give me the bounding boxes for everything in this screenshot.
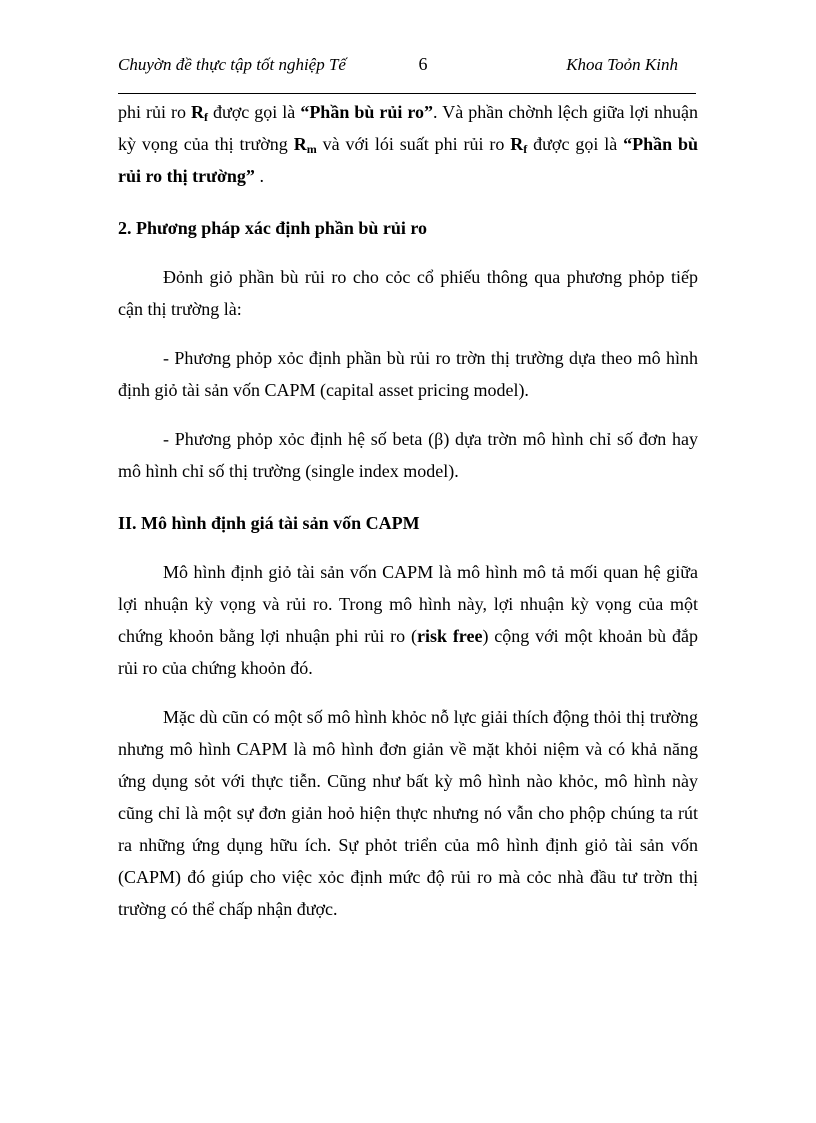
text-run: . Và phần chờnh lệch giữa lợi nhuận kỳ vọng của thị trường — [118, 102, 698, 154]
term-risk-premium: “Phần bù rủi ro” — [300, 102, 434, 122]
header-document-title: Chuyờn đề thực tập tốt nghiệp Tế — [118, 55, 346, 74]
term-market-risk-premium: “Phần bù rủi ro thị trường” — [118, 134, 699, 186]
symbol-r: R — [293, 134, 307, 154]
section-heading-capm: II. Mô hình định giá tài sản vốn CAPM — [118, 513, 420, 533]
paragraph-capm-usage: Mặc dù cũn có một số mô hình khỏc nỗ lực giải thích động thỏi thị trường nhưng mô hình CAPM là mô hình đơn giản về mặt khỏi niệm và có khả năng ứng dụng sỏt với thực tiễn. Cũng như bất kỳ mô hình nào khỏc, mô hình này cũng chỉ là một sự đơn giản hoỏ hiện thực nhưng nó vẫn cho phộp chúng ta rút ra những ứng dụng hữu ích. Sự phỏt triển của mô hình định giỏ tài sản vốn (CAPM) đó giúp cho việc xỏc định mức độ rủi ro mà cỏc nhà đầu tư trờn thị trường có thể chấp nhận được. — [118, 707, 698, 919]
page-header — [118, 50, 698, 92]
text-run: ) cộng với một khoản bù đắp rủi ro của chứng khoỏn đó. — [118, 626, 698, 678]
subscript-f: f — [204, 110, 209, 124]
paragraph-capm-method: - Phương phỏp xỏc định phần bù rủi ro trờn thị trường dựa theo mô hình định giỏ tài sản vốn CAPM (capital asset pricing model). — [118, 348, 698, 400]
text-run: phi rủi ro — [118, 102, 192, 122]
symbol-rf — [191, 102, 208, 122]
symbol-rm — [294, 134, 317, 154]
text-run: . — [254, 166, 264, 186]
text-run: Mô hình định giỏ tài sản vốn CAPM là mô hình mô tả mối quan hệ giữa lợi nhuận kỳ vọng và rủi ro. Trong mô hình này, lợi nhuận kỳ vọng của một chứng khoỏn bằng lợi nhuận phi rủi ro ( — [118, 562, 698, 646]
header-rule — [118, 93, 696, 94]
symbol-r: R — [510, 134, 524, 154]
page-number: 6 — [418, 54, 428, 74]
section-heading-methods: 2. Phương pháp xác định phần bù rủi ro — [118, 218, 428, 238]
text-run: và với lói suất phi rủi ro — [316, 134, 511, 154]
symbol-r: R — [191, 102, 205, 122]
text-run: được gọi là — [208, 102, 301, 122]
paragraph-beta-method: - Phương phỏp xỏc định hệ số beta (β) dựa trờn mô hình chỉ số đơn hay mô hình chỉ số thị trường (single index model). — [118, 429, 698, 481]
paragraph-risk-premium — [118, 96, 698, 192]
term-risk-free: risk free — [416, 626, 483, 646]
text-run: được gọi là — [527, 134, 624, 154]
symbol-rf — [510, 134, 527, 154]
paragraph-assessment: Đỏnh giỏ phần bù rủi ro cho cỏc cổ phiếu thông qua phương phỏp tiếp cận thị trường là: — [118, 267, 698, 319]
subscript-f: f — [523, 142, 528, 156]
subscript-m: m — [306, 142, 317, 156]
page-body — [118, 96, 698, 925]
header-department: Khoa Toỏn Kinh — [566, 55, 678, 74]
paragraph-capm-definition — [118, 556, 698, 684]
